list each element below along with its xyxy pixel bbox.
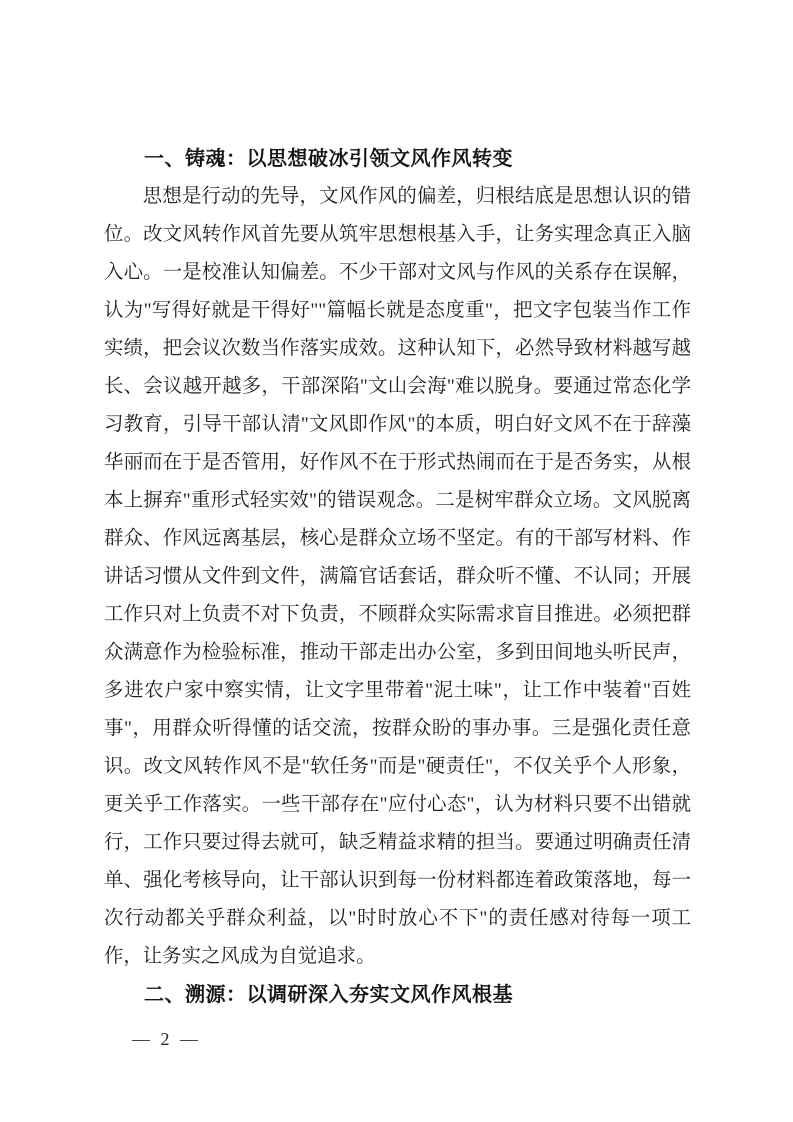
document-content xyxy=(104,140,691,1014)
section-body-1: 思想是行动的先导，文风作风的偏差，归根结底是思想认识的错位。改文风转作风首先要从筑牢思想根基入手，让务实理念真正入脑入心。一是校准认知偏差。不少干部对文风与作风的关系存在误解，认为"写得好就是干得好""篇幅长就是态度重"，把文字包装当作工作实绩，把会议次数当作落实成效。这种认知下，必然导致材料越写越长、会议越开越多，干部深陷"文山会海"难以脱身。要通过常态化学习教育，引导干部认清"文风即作风"的本质，明白好文风不在于辞藻华丽而在于是否管用，好作风不在于形式热闹而在于是否务实，从根本上摒弃"重形式轻实效"的错误观念。二是树牢群众立场。文风脱离群众、作风远离基层，核心是群众立场不坚定。有的干部写材料、作讲话习惯从文件到文件，满篇官话套话，群众听不懂、不认同；开展工作只对上负责不对下负责，不顾群众实际需求盲目推进。必须把群众满意作为检验标准，推动干部走出办公室，多到田间地头听民声，多进农户家中察实情，让文字里带着"泥土味"，让工作中装着"百姓事"，用群众听得懂的话交流，按群众盼的事办事。三是强化责任意识。改文风转作风不是"软任务"而是"硬责任"，不仅关乎个人形象，更关乎工作落实。一些干部存在"应付心态"，认为材料只要不出错就行，工作只要过得去就可，缺乏精益求精的担当。要通过明确责任清单、强化考核导向，让干部认识到每一份材料都连着政策落地，每一次行动都关乎群众利益，以"时时放心不下"的责任感对待每一项工作，让务实之风成为自觉追求。 xyxy=(104,186,691,967)
section-heading-2: 二、溯源：以调研深入夯实文风作风根基 xyxy=(144,984,513,1006)
page-number: — 2 — xyxy=(132,1029,201,1049)
section-heading-1: 一、铸魂：以思想破冰引领文风作风转变 xyxy=(144,148,513,170)
